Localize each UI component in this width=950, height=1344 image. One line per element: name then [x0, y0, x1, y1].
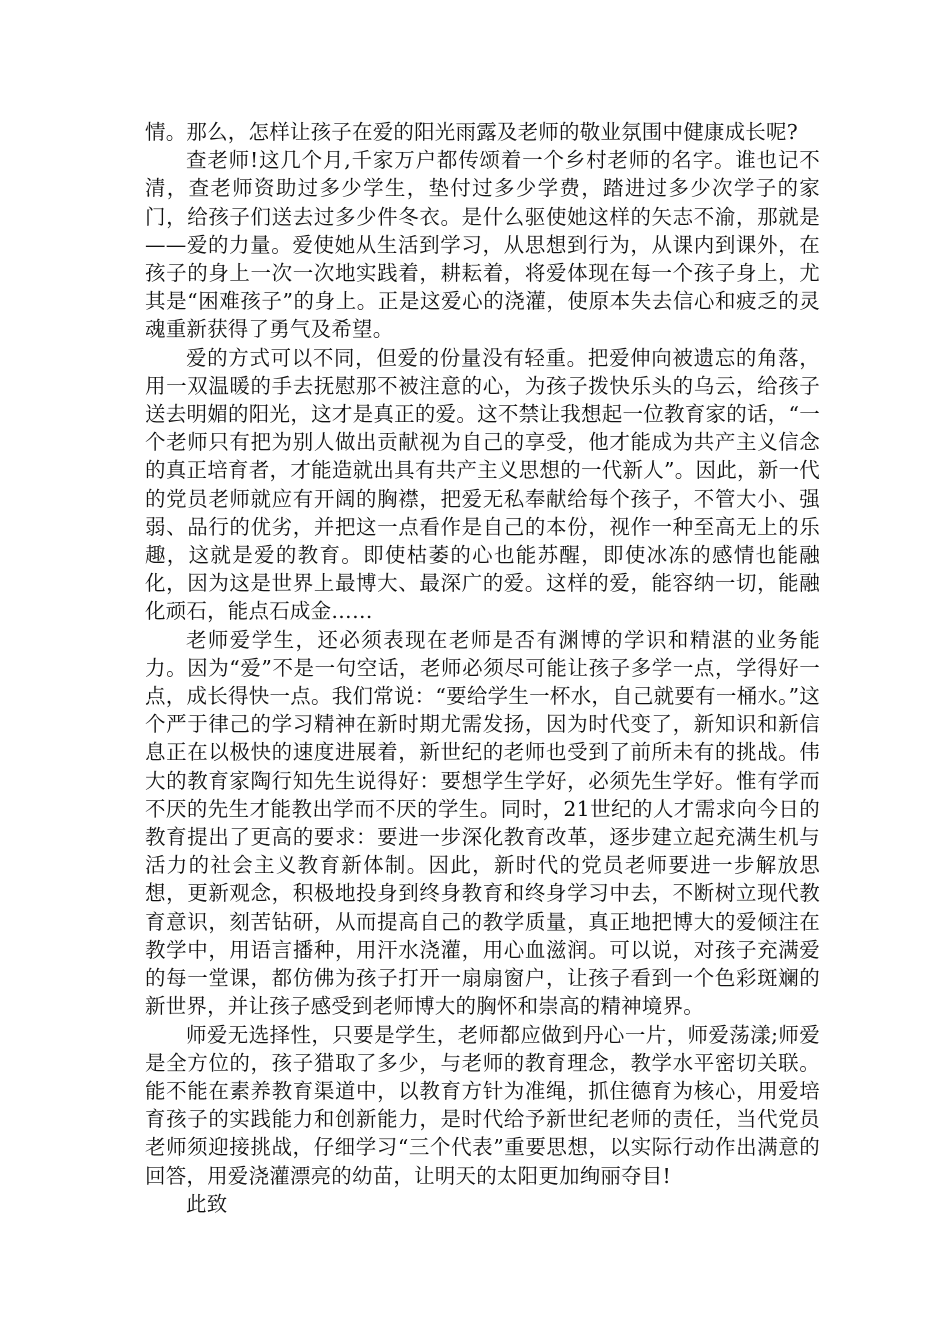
paragraph-teacher-zha: 查老师!这几个月,千家万户都传颂着一个乡村老师的名字。谁也记不清，查老师资助过多少学生，垫付过多少学费，踏进过多少次学子的家门，给孩子们送去过多少件冬衣。是什么驱使她这样的矢志不渝，那就是——爱的力量。爱使她从生活到学习，从思想到行为，从课内到课外，在孩子的身上一次一次地实践着，耕耘着，将爱体现在每一个孩子身上，尤其是“困难孩子”的身上。正是这爱心的浇灌，使原本失去信心和疲乏的灵魂重新获得了勇气及希望。	[145, 148, 820, 342]
paragraph-knowledge: 老师爱学生，还必须表现在老师是否有渊博的学识和精湛的业务能力。因为“爱”不是一句空话，老师必须尽可能让孩子多学一点，学得好一点，成长得快一点。我们常说：“要给学生一杯水，自己就要有一桶水。”这个严于律己的学习精神在新时期尤需发扬，因为时代变了，新知识和新信息正在以极快的速度进展着，新世纪的老师也受到了前所未有的挑战。伟大的教育家陶行知先生说得好：要想学生学好，必须先生学好。惟有学而不厌的先生才能教出学而不厌的学生。同时，21世纪的人才需求向今日的教育提出了更高的要求：要进一步深化教育改革，逐步建立起充满生机与活力的社会主义教育新体制。因此，新时代的党员老师要进一步解放思想，更新观念，积极地投身到终身教育和终身学习中去，不断树立现代教育意识，刻苦钻研，从而提高自己的教学质量，真正地把博大的爱倾注在教学中，用语言播种，用汗水浇灌，用心血滋润。可以说，对孩子充满爱的每一堂课，都仿佛为孩子打开一扇扇窗户，让孩子看到一个色彩斑斓的新世界，并让孩子感受到老师博大的胸怀和崇高的精神境界。	[145, 627, 820, 1019]
paragraph-ways-of-love: 爱的方式可以不同，但爱的份量没有轻重。把爱伸向被遗忘的角落，用一双温暖的手去抚慰那不被注意的心，为孩子拨快乐头的乌云，给孩子送去明媚的阳光，这才是真正的爱。这不禁让我想起一位教育家的话，“一个老师只有把为别人做出贡献视为自己的享受，他才能成为共产主义信念的真正培育者，才能造就出具有共产主义思想的一代新人”。因此，新一代的党员老师就应有开阔的胸襟，把爱无私奉献给每个孩子，不管大小、强弱、品行的优劣，并把这一点看作是自己的本份，视作一种至高无上的乐趣，这就是爱的教育。即使枯萎的心也能苏醒，即使冰冻的感情也能融化，因为这是世界上最博大、最深广的爱。这样的爱，能容纳一切，能融化顽石，能点石成金……	[145, 345, 820, 624]
paragraph-teacher-love: 师爱无选择性，只要是学生，老师都应做到丹心一片，师爱荡漾;师爱是全方位的，孩子猎取了多少，与老师的教育理念，教学水平密切关联。能不能在素养教育渠道中，以教育方针为准绳，抓住德育为核心，用爱培育孩子的实践能力和创新能力，是时代给予新世纪老师的责任，当代党员老师须迎接挑战，仔细学习“三个代表”重要思想，以实际行动作出满意的回答，用爱浇灌漂亮的幼苗，让明天的太阳更加绚丽夺目!	[145, 1022, 820, 1188]
document-body	[145, 118, 820, 1218]
paragraph-continuation: 情。那么，怎样让孩子在爱的阳光雨露及老师的敬业氛围中健康成长呢?	[145, 120, 798, 144]
closing-salutation: 此致	[186, 1191, 228, 1216]
